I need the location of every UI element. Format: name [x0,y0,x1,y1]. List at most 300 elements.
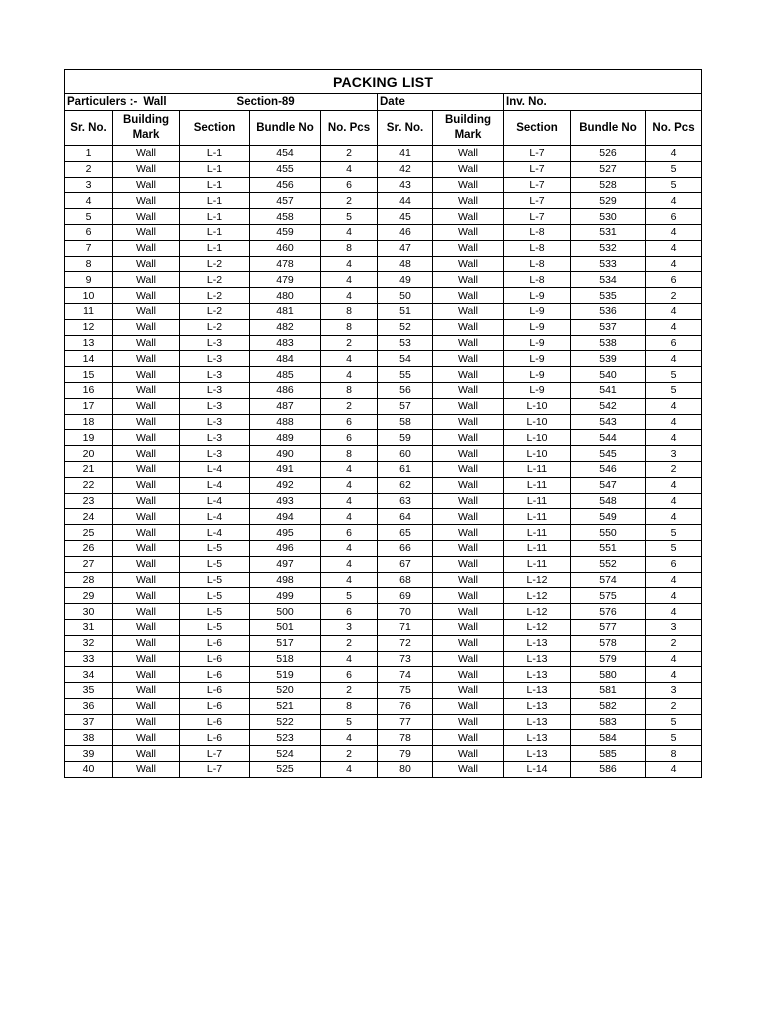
table-row [65,351,702,367]
bundle-no-cell: 484 [250,351,321,367]
sr-no-cell: 25 [65,525,113,541]
section-cell: L-5 [180,604,250,620]
table-row [65,256,702,272]
bundle-no-cell: 544 [571,430,646,446]
sr-no-cell: 66 [378,540,433,556]
section-cell: L-5 [180,572,250,588]
bundle-no-cell: 523 [250,730,321,746]
sr-no-cell: 58 [378,414,433,430]
bundle-no-cell: 522 [250,714,321,730]
building-mark-cell: Wall [433,351,504,367]
building-mark-cell: Wall [113,635,180,651]
no-pcs-cell: 6 [321,604,378,620]
sr-no-cell: 19 [65,430,113,446]
bundle-no-cell: 485 [250,367,321,383]
bundle-no-cell: 545 [571,446,646,462]
section-cell: L-11 [504,525,571,541]
no-pcs-cell: 4 [321,540,378,556]
sr-no-cell: 78 [378,730,433,746]
section-cell: L-11 [504,461,571,477]
building-mark-cell: Wall [433,698,504,714]
sr-no-cell: 61 [378,461,433,477]
bundle-no-header: Bundle No [250,111,321,146]
building-mark-cell: Wall [113,477,180,493]
building-mark-cell: Wall [113,351,180,367]
table-row [65,177,702,193]
bundle-no-cell: 501 [250,619,321,635]
building-mark-cell: Wall [113,367,180,383]
no-pcs-cell: 4 [646,493,702,509]
no-pcs-cell: 6 [646,209,702,225]
bundle-no-cell: 531 [571,224,646,240]
no-pcs-cell: 2 [646,635,702,651]
section-cell: L-5 [180,619,250,635]
building-mark-cell: Wall [113,746,180,762]
bundle-no-cell: 478 [250,256,321,272]
no-pcs-cell: 4 [321,509,378,525]
section-cell: L-8 [504,224,571,240]
bundle-no-cell: 497 [250,556,321,572]
bundle-no-cell: 457 [250,193,321,209]
building-mark-cell: Wall [113,414,180,430]
no-pcs-cell: 4 [321,288,378,304]
sr-no-cell: 38 [65,730,113,746]
bundle-no-cell: 480 [250,288,321,304]
table-row [65,762,702,778]
no-pcs-cell: 4 [321,256,378,272]
packing-list-table [64,69,702,778]
sr-no-cell: 37 [65,714,113,730]
no-pcs-cell: 4 [321,572,378,588]
section-cell: L-9 [504,335,571,351]
section-cell: L-1 [180,177,250,193]
no-pcs-cell: 5 [646,525,702,541]
building-mark-cell: Wall [433,588,504,604]
sr-no-cell: 21 [65,461,113,477]
section-cell: L-2 [180,319,250,335]
no-pcs-cell: 4 [321,161,378,177]
sr-no-cell: 31 [65,619,113,635]
sr-no-cell: 27 [65,556,113,572]
bundle-no-cell: 548 [571,493,646,509]
building-mark-header: Building Mark [433,111,504,146]
no-pcs-cell: 2 [321,683,378,699]
building-mark-cell: Wall [433,414,504,430]
sr-no-cell: 80 [378,762,433,778]
sr-no-cell: 15 [65,367,113,383]
no-pcs-cell: 4 [321,367,378,383]
section-header: Section [504,111,571,146]
no-pcs-header: No. Pcs [646,111,702,146]
building-mark-cell: Wall [433,730,504,746]
section-cell: L-11 [504,556,571,572]
no-pcs-cell: 5 [321,588,378,604]
table-row [65,367,702,383]
no-pcs-cell: 4 [646,572,702,588]
bundle-no-cell: 460 [250,240,321,256]
no-pcs-header: No. Pcs [321,111,378,146]
no-pcs-cell: 4 [321,556,378,572]
building-mark-cell: Wall [113,177,180,193]
sr-no-cell: 65 [378,525,433,541]
particulars-cell [65,94,378,111]
table-row [65,272,702,288]
section-cell: L-1 [180,240,250,256]
table-row [65,209,702,225]
no-pcs-cell: 4 [646,667,702,683]
building-mark-cell: Wall [433,604,504,620]
sr-no-cell: 23 [65,493,113,509]
no-pcs-cell: 4 [321,351,378,367]
building-mark-cell: Wall [433,240,504,256]
no-pcs-cell: 5 [321,209,378,225]
section-cell: L-12 [504,619,571,635]
bundle-no-cell: 537 [571,319,646,335]
sr-no-cell: 73 [378,651,433,667]
bundle-no-cell: 525 [250,762,321,778]
sr-no-cell: 44 [378,193,433,209]
building-mark-cell: Wall [433,193,504,209]
building-mark-cell: Wall [113,509,180,525]
building-mark-cell: Wall [113,146,180,162]
section-cell: L-3 [180,335,250,351]
sr-no-cell: 43 [378,177,433,193]
no-pcs-cell: 5 [646,730,702,746]
section-cell: L-8 [504,240,571,256]
table-row [65,414,702,430]
building-mark-cell: Wall [113,683,180,699]
sr-no-cell: 42 [378,161,433,177]
building-mark-cell: Wall [113,730,180,746]
no-pcs-cell: 8 [321,240,378,256]
building-mark-cell: Wall [433,256,504,272]
table-row [65,746,702,762]
section-cell: L-6 [180,714,250,730]
sr-no-cell: 69 [378,588,433,604]
particulars-label: Particulers :- [67,96,138,108]
sr-no-header: Sr. No. [65,111,113,146]
sr-no-cell: 45 [378,209,433,225]
bundle-no-cell: 529 [571,193,646,209]
table-row [65,430,702,446]
sr-no-cell: 18 [65,414,113,430]
no-pcs-cell: 4 [646,651,702,667]
section-cell: L-7 [504,209,571,225]
bundle-no-cell: 482 [250,319,321,335]
section-cell: L-13 [504,714,571,730]
section-cell: L-6 [180,635,250,651]
no-pcs-cell: 4 [321,224,378,240]
bundle-no-cell: 576 [571,604,646,620]
bundle-no-cell: 490 [250,446,321,462]
bundle-no-cell: 500 [250,604,321,620]
table-row [65,667,702,683]
building-mark-cell: Wall [433,430,504,446]
building-mark-cell: Wall [433,367,504,383]
bundle-no-cell: 481 [250,303,321,319]
no-pcs-cell: 4 [646,414,702,430]
section-cell: L-9 [504,288,571,304]
building-mark-cell: Wall [113,588,180,604]
date-cell [378,94,504,111]
section-cell: L-9 [504,382,571,398]
bundle-no-cell: 526 [571,146,646,162]
bundle-no-cell: 491 [250,461,321,477]
no-pcs-cell: 2 [321,146,378,162]
bundle-no-cell: 547 [571,477,646,493]
particulars-value: Wall [143,96,167,108]
sr-no-cell: 51 [378,303,433,319]
sr-no-cell: 79 [378,746,433,762]
no-pcs-cell: 8 [321,698,378,714]
section-cell: L-10 [504,430,571,446]
bundle-no-cell: 479 [250,272,321,288]
building-mark-cell: Wall [433,272,504,288]
section-cell: L-1 [180,209,250,225]
no-pcs-cell: 5 [646,367,702,383]
building-mark-header: Building Mark [113,111,180,146]
sr-no-cell: 7 [65,240,113,256]
sr-no-cell: 29 [65,588,113,604]
no-pcs-cell: 4 [321,461,378,477]
building-mark-cell: Wall [433,525,504,541]
building-mark-cell: Wall [433,667,504,683]
table-row [65,540,702,556]
no-pcs-cell: 6 [321,430,378,446]
no-pcs-cell: 4 [321,762,378,778]
table-row [65,525,702,541]
bundle-no-cell: 459 [250,224,321,240]
no-pcs-cell: 4 [646,762,702,778]
section-cell: L-7 [504,146,571,162]
section-cell: L-4 [180,509,250,525]
column-header-row [65,111,702,146]
section-cell: L-12 [504,588,571,604]
sr-no-cell: 63 [378,493,433,509]
sr-no-cell: 20 [65,446,113,462]
sr-no-cell: 1 [65,146,113,162]
table-row [65,651,702,667]
table-row [65,288,702,304]
sr-no-cell: 26 [65,540,113,556]
section-cell: L-13 [504,667,571,683]
section-cell: L-2 [180,303,250,319]
bundle-no-cell: 494 [250,509,321,525]
sr-no-cell: 30 [65,604,113,620]
no-pcs-cell: 4 [321,272,378,288]
bundle-no-cell: 495 [250,525,321,541]
bundle-no-cell: 583 [571,714,646,730]
no-pcs-cell: 8 [321,446,378,462]
bundle-no-cell: 546 [571,461,646,477]
table-row [65,493,702,509]
building-mark-cell: Wall [113,446,180,462]
sr-no-cell: 54 [378,351,433,367]
bundle-no-cell: 458 [250,209,321,225]
bundle-no-cell: 580 [571,667,646,683]
no-pcs-cell: 4 [646,303,702,319]
sr-no-cell: 2 [65,161,113,177]
section-cell: L-12 [504,604,571,620]
sr-no-cell: 28 [65,572,113,588]
building-mark-cell: Wall [433,619,504,635]
no-pcs-cell: 4 [646,146,702,162]
no-pcs-cell: 4 [646,430,702,446]
sr-no-cell: 40 [65,762,113,778]
building-mark-cell: Wall [113,319,180,335]
table-row [65,303,702,319]
section-cell: L-5 [180,556,250,572]
building-mark-cell: Wall [433,319,504,335]
section-header: Section [180,111,250,146]
building-mark-cell: Wall [433,651,504,667]
bundle-no-cell: 586 [571,762,646,778]
sr-no-cell: 41 [378,146,433,162]
table-row [65,398,702,414]
bundle-no-cell: 534 [571,272,646,288]
section-cell: L-8 [504,272,571,288]
sr-no-cell: 13 [65,335,113,351]
no-pcs-cell: 4 [321,477,378,493]
building-mark-cell: Wall [113,382,180,398]
no-pcs-cell: 8 [646,746,702,762]
building-mark-cell: Wall [113,651,180,667]
building-mark-cell: Wall [113,224,180,240]
sr-no-cell: 62 [378,477,433,493]
table-row [65,240,702,256]
table-row [65,224,702,240]
no-pcs-cell: 4 [321,651,378,667]
sr-no-cell: 53 [378,335,433,351]
building-mark-cell: Wall [433,762,504,778]
building-mark-cell: Wall [113,698,180,714]
no-pcs-cell: 4 [646,477,702,493]
section-cell: L-11 [504,509,571,525]
no-pcs-cell: 4 [646,240,702,256]
bundle-no-cell: 499 [250,588,321,604]
sr-no-cell: 17 [65,398,113,414]
bundle-no-cell: 584 [571,730,646,746]
sr-no-cell: 3 [65,177,113,193]
no-pcs-cell: 5 [646,714,702,730]
building-mark-cell: Wall [113,762,180,778]
sr-no-cell: 14 [65,351,113,367]
page-title: PACKING LIST [65,70,702,94]
section-cell: L-13 [504,651,571,667]
sr-no-cell: 67 [378,556,433,572]
sr-no-cell: 57 [378,398,433,414]
sr-no-cell: 35 [65,683,113,699]
building-mark-cell: Wall [433,288,504,304]
no-pcs-cell: 2 [646,288,702,304]
bundle-no-cell: 538 [571,335,646,351]
section-cell: L-4 [180,525,250,541]
section-cell: L-12 [504,572,571,588]
building-mark-cell: Wall [433,209,504,225]
no-pcs-cell: 4 [646,588,702,604]
section-cell: L-3 [180,351,250,367]
sr-no-cell: 64 [378,509,433,525]
section-cell: L-3 [180,367,250,383]
date-label: Date [380,96,405,108]
building-mark-cell: Wall [433,146,504,162]
no-pcs-cell: 4 [321,730,378,746]
bundle-no-cell: 540 [571,367,646,383]
bundle-no-cell: 486 [250,382,321,398]
no-pcs-cell: 4 [646,256,702,272]
section-cell: L-6 [180,651,250,667]
bundle-no-cell: 527 [571,161,646,177]
invoice-label: Inv. No. [506,96,547,108]
bundle-no-cell: 539 [571,351,646,367]
sr-no-cell: 77 [378,714,433,730]
bundle-no-cell: 518 [250,651,321,667]
table-row [65,461,702,477]
no-pcs-cell: 4 [646,351,702,367]
building-mark-cell: Wall [113,493,180,509]
section-cell: L-4 [180,461,250,477]
bundle-no-cell: 454 [250,146,321,162]
building-mark-cell: Wall [113,303,180,319]
section-cell: L-7 [504,161,571,177]
bundle-no-cell: 574 [571,572,646,588]
bundle-no-cell: 489 [250,430,321,446]
no-pcs-cell: 6 [646,335,702,351]
section-cell: L-6 [180,698,250,714]
sr-no-cell: 10 [65,288,113,304]
no-pcs-cell: 5 [646,540,702,556]
section-cell: L-5 [180,540,250,556]
building-mark-cell: Wall [433,509,504,525]
sr-no-cell: 68 [378,572,433,588]
section-cell: L-1 [180,146,250,162]
sr-no-cell: 5 [65,209,113,225]
sr-no-cell: 33 [65,651,113,667]
building-mark-cell: Wall [113,619,180,635]
sr-no-cell: 59 [378,430,433,446]
bundle-no-cell: 550 [571,525,646,541]
invoice-cell [504,94,702,111]
building-mark-cell: Wall [113,209,180,225]
section-cell: L-9 [504,367,571,383]
no-pcs-cell: 3 [646,619,702,635]
sr-no-cell: 22 [65,477,113,493]
section-cell: L-9 [504,351,571,367]
building-mark-cell: Wall [113,335,180,351]
sr-no-cell: 11 [65,303,113,319]
section-cell: L-10 [504,446,571,462]
no-pcs-cell: 4 [321,493,378,509]
table-row [65,588,702,604]
bundle-no-cell: 483 [250,335,321,351]
no-pcs-cell: 2 [321,398,378,414]
section-cell: L-1 [180,193,250,209]
bundle-no-cell: 532 [571,240,646,256]
building-mark-cell: Wall [113,604,180,620]
bundle-no-cell: 455 [250,161,321,177]
no-pcs-cell: 2 [321,746,378,762]
building-mark-cell: Wall [433,477,504,493]
building-mark-cell: Wall [113,556,180,572]
building-mark-cell: Wall [113,193,180,209]
no-pcs-cell: 8 [321,319,378,335]
no-pcs-cell: 6 [646,556,702,572]
no-pcs-cell: 6 [321,525,378,541]
section-cell: L-6 [180,667,250,683]
section-cell: L-2 [180,272,250,288]
bundle-no-cell: 528 [571,177,646,193]
sr-no-cell: 76 [378,698,433,714]
